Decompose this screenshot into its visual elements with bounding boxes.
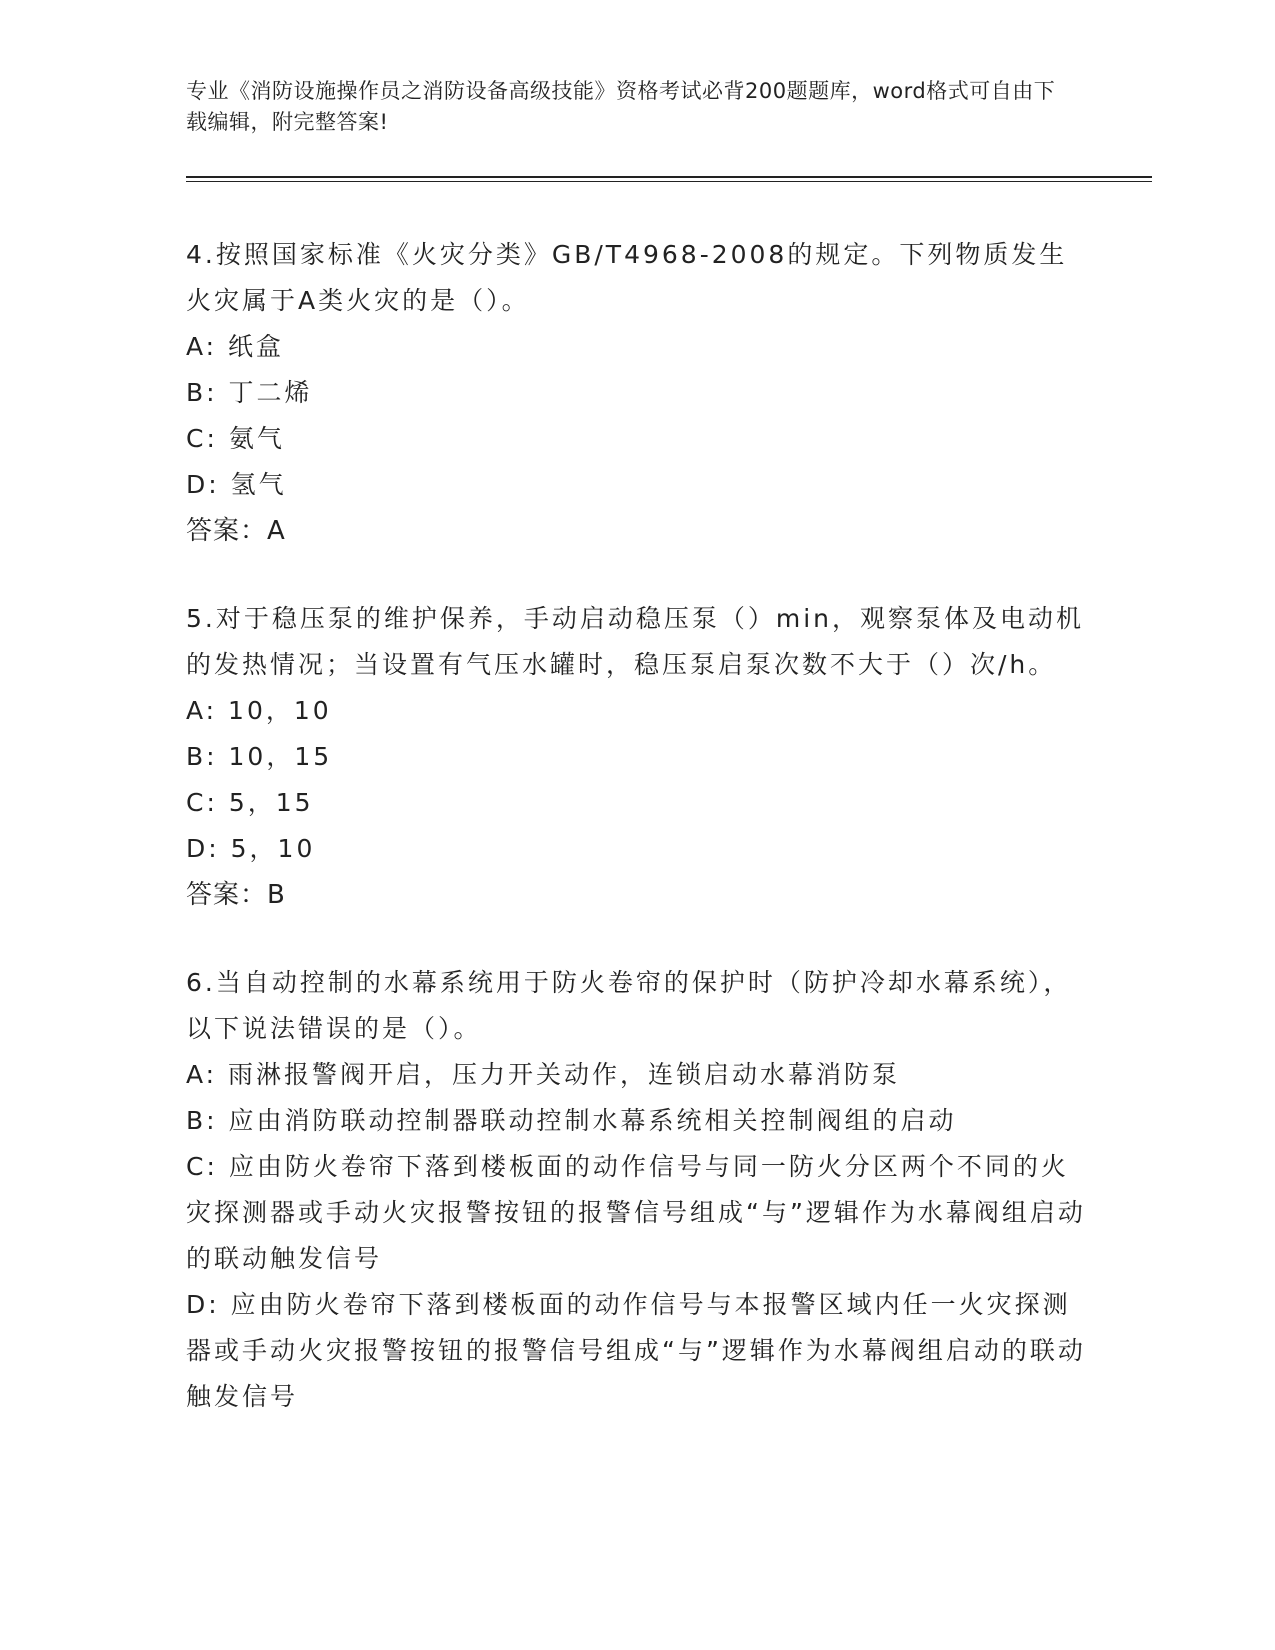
- option-text: 10，10: [228, 696, 332, 725]
- option-b: [186, 370, 1086, 416]
- option-a: [186, 1052, 1086, 1098]
- header-divider: [186, 176, 1152, 178]
- option-key: A:: [186, 332, 218, 361]
- question-list: [186, 232, 1086, 1420]
- option-c: [186, 780, 1086, 826]
- question-spacer: [186, 918, 1086, 960]
- option-text: 5，10: [230, 834, 316, 863]
- option-key: C:: [186, 1152, 218, 1181]
- option-key: C:: [186, 788, 218, 817]
- option-a: [186, 688, 1086, 734]
- answer-line: 答案：A: [186, 516, 286, 546]
- option-key: B:: [186, 742, 218, 771]
- header-divider-thin: [186, 181, 1152, 182]
- option-key: A:: [186, 696, 218, 725]
- option-text: 纸盒: [228, 332, 285, 361]
- option-d: [186, 826, 1086, 872]
- option-key: D:: [186, 470, 220, 499]
- question-stem: 4.按照国家标准《火灾分类》GB/T4968-2008的规定。下列物质发生火灾属于A类火灾的是（）。: [186, 240, 1068, 315]
- option-text: 5，15: [228, 788, 314, 817]
- option-key: D:: [186, 1290, 220, 1319]
- option-key: B:: [186, 378, 218, 407]
- document-header: 专业《消防设施操作员之消防设备高级技能》资格考试必背200题题库，word格式可自由下载编辑，附完整答案!: [186, 79, 1056, 134]
- option-key: C:: [186, 424, 218, 453]
- option-text: 应由防火卷帘下落到楼板面的动作信号与同一防火分区两个不同的火灾探测器或手动火灾报警按钮的报警信号组成“与”逻辑作为水幕阀组启动的联动触发信号: [186, 1152, 1086, 1273]
- question-stem: 5.对于稳压泵的维护保养，手动启动稳压泵（）min，观察泵体及电动机的发热情况；当设置有气压水罐时，稳压泵启泵次数不大于（）次/h。: [186, 604, 1084, 679]
- option-d: [186, 1282, 1086, 1420]
- question-4: [186, 232, 1086, 554]
- option-text: 氢气: [230, 470, 287, 499]
- option-text: 应由防火卷帘下落到楼板面的动作信号与本报警区域内任一火灾探测器或手动火灾报警按钮的报警信号组成“与”逻辑作为水幕阀组启动的联动触发信号: [186, 1290, 1086, 1411]
- option-text: 雨淋报警阀开启，压力开关动作，连锁启动水幕消防泵: [228, 1060, 901, 1089]
- option-key: B:: [186, 1106, 218, 1135]
- option-key: A:: [186, 1060, 218, 1089]
- option-d: [186, 462, 1086, 508]
- question-spacer: [186, 554, 1086, 596]
- option-text: 10，15: [228, 742, 333, 771]
- option-text: 丁二烯: [228, 378, 313, 407]
- option-key: D:: [186, 834, 220, 863]
- option-b: [186, 734, 1086, 780]
- answer-line: 答案：B: [186, 880, 286, 910]
- question-6: [186, 960, 1086, 1420]
- option-text: 氨气: [228, 424, 285, 453]
- option-text: 应由消防联动控制器联动控制水幕系统相关控制阀组的启动: [228, 1106, 957, 1135]
- option-a: [186, 324, 1086, 370]
- question-stem: 6.当自动控制的水幕系统用于防火卷帘的保护时（防护冷却水幕系统），以下说法错误的是（）。: [186, 968, 1072, 1043]
- option-b: [186, 1098, 1086, 1144]
- question-5: [186, 596, 1086, 918]
- option-c: [186, 1144, 1086, 1282]
- option-c: [186, 416, 1086, 462]
